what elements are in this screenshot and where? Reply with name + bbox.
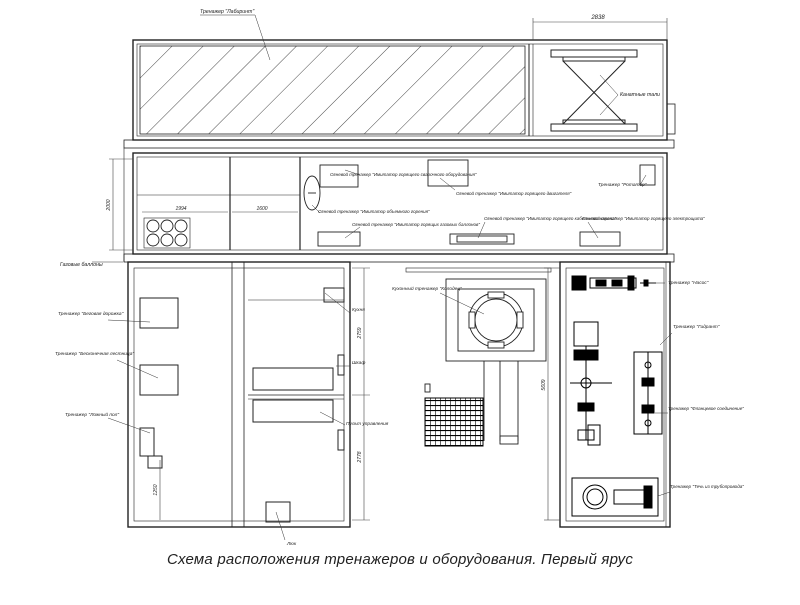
- label-control-panel: Пульт управления: [346, 422, 389, 427]
- hanging-nets: [551, 50, 637, 131]
- rotator: [640, 165, 655, 185]
- gas-cylinders: [144, 218, 190, 248]
- label-kitchen-room: Кухня: [352, 308, 365, 313]
- hydrant-equipment: [570, 322, 612, 445]
- dim-seg2-label: 1600: [256, 206, 268, 212]
- label-pump: Тренажер "Насос": [668, 281, 709, 286]
- cabinet-box: [253, 368, 333, 390]
- label-pit: Люк: [287, 542, 297, 547]
- ladder-equipment: [140, 365, 178, 395]
- flange-equipment: [634, 352, 662, 434]
- dim-bottom-left-label: 1250: [153, 484, 159, 496]
- label-cabinet-4: Огневой тренажер "Имитатор горящих газовых баллонов": [352, 222, 480, 227]
- cabinet-4: [318, 232, 360, 246]
- label-false-floor: Тренажер "Ложный пол": [65, 413, 120, 418]
- dim-top: [533, 18, 667, 40]
- diagram-caption: Схема расположения тренажеров и оборудования. Первый ярус: [166, 551, 634, 568]
- label-hydrant: Тренажер "Гидрант": [673, 325, 720, 330]
- right-container: [560, 262, 670, 527]
- label-ladder: Тренажер "Бесконечная лестница": [55, 352, 135, 357]
- bottom-left-containers: [128, 262, 350, 527]
- dim-right-label: 5609: [541, 379, 547, 391]
- label-cylinders: Газовые баллоны: [60, 262, 103, 268]
- dim-middle: [109, 159, 298, 250]
- pipeline-leak-equipment: [572, 478, 658, 516]
- dim-top-label: 2838: [591, 15, 605, 21]
- label-labyrinth: Тренажер "Лабиринт": [200, 9, 255, 15]
- cabinet-6: [580, 232, 620, 246]
- label-pipeline-leak: Тренажер "Течь из трубопровода": [670, 484, 744, 489]
- label-hanging-nets: Канатные тали: [620, 92, 660, 98]
- dim-seg1-label: 1994: [175, 206, 187, 212]
- label-cabinet-2: Огневой тренажер "Имитатор горящего двигателя": [456, 191, 572, 196]
- dim-mid2-label: 2778: [357, 451, 363, 463]
- dim-left-height-label: 2000: [106, 199, 112, 211]
- dim-mid1-label: 2759: [357, 327, 363, 339]
- dim-bottom-left: [160, 268, 370, 520]
- control-panel-box: [253, 400, 333, 422]
- labyrinth-zone: [140, 46, 525, 134]
- track-equipment: [140, 298, 178, 328]
- grate: [425, 398, 483, 446]
- label-kitchen: Кухонный тренажер "Колодец": [392, 287, 462, 292]
- false-floor-equipment: [140, 428, 154, 456]
- label-cabinet-1: Огневой тренажер "Имитатор горящего сварочного оборудования": [330, 172, 477, 177]
- label-cabinet-3: Огневой тренажер "Имитатор объемного горения": [318, 209, 430, 214]
- label-cabinet-6: Огневой тренажер "Имитатор горящего электрощита": [582, 216, 705, 221]
- label-rotator: Тренажер "Ротатор": [598, 183, 647, 188]
- label-cabinet-5: Огневой тренажер "Имитатор горящего кабельного канала": [484, 216, 617, 221]
- pump-equipment: [572, 276, 656, 290]
- label-track: Тренажер "Беговая дорожка": [58, 312, 124, 317]
- label-cabinet: Шкаф: [352, 361, 366, 366]
- label-connections: Тренажер "Фланцевое соединение": [668, 406, 744, 411]
- cabinet-slot: [338, 355, 344, 375]
